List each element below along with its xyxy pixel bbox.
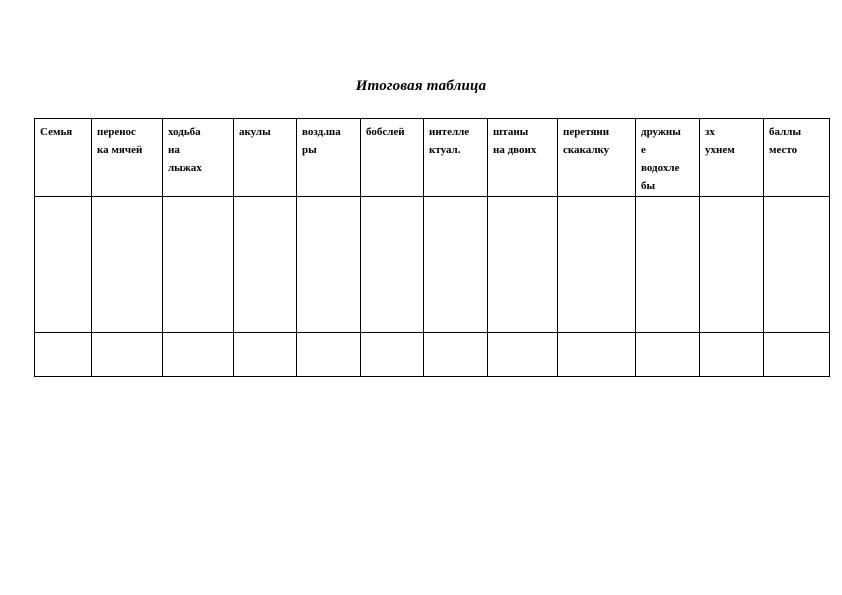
table-cell[interactable] <box>163 197 234 333</box>
table-cell[interactable] <box>361 197 424 333</box>
table-row <box>35 197 830 333</box>
table-cell[interactable] <box>636 197 700 333</box>
table-cell[interactable] <box>424 197 488 333</box>
table-cell[interactable] <box>35 197 92 333</box>
table-cell[interactable] <box>488 197 558 333</box>
column-header-water-drinkers: дружны е водохле бы <box>636 119 700 197</box>
column-header-pants-for-two: штаны на двоих <box>488 119 558 197</box>
table-cell[interactable] <box>558 197 636 333</box>
table-cell[interactable] <box>297 333 361 377</box>
column-header-heave-ho: зх ухнем <box>700 119 764 197</box>
table-header-row <box>35 119 830 197</box>
table-cell[interactable] <box>234 333 297 377</box>
table-cell[interactable] <box>424 333 488 377</box>
column-header-points-place: баллы место <box>764 119 830 197</box>
table-cell[interactable] <box>558 333 636 377</box>
table-row <box>35 333 830 377</box>
table-cell[interactable] <box>764 333 830 377</box>
page-title: Итоговая таблица <box>355 78 487 94</box>
table-cell[interactable] <box>488 333 558 377</box>
table-cell[interactable] <box>92 197 163 333</box>
column-header-bobsleigh: бобслей <box>361 119 424 197</box>
table-cell[interactable] <box>234 197 297 333</box>
column-header-sharks: акулы <box>234 119 297 197</box>
column-header-balloons: возд.ша ры <box>297 119 361 197</box>
table-cell[interactable] <box>92 333 163 377</box>
summary-table <box>34 118 830 377</box>
column-header-ball-carry: перенос ка мячей <box>92 119 163 197</box>
table-cell[interactable] <box>636 333 700 377</box>
table-cell[interactable] <box>700 333 764 377</box>
column-header-intellectual: интелле ктуал. <box>424 119 488 197</box>
column-header-jump-rope-pull: перетяни скакалку <box>558 119 636 197</box>
table-cell[interactable] <box>361 333 424 377</box>
table-cell[interactable] <box>700 197 764 333</box>
table-cell[interactable] <box>163 333 234 377</box>
table-cell[interactable] <box>297 197 361 333</box>
table-cell[interactable] <box>764 197 830 333</box>
table-cell[interactable] <box>35 333 92 377</box>
column-header-ski-walking: ходьба на лыжах <box>163 119 234 197</box>
column-header-family: Семья <box>35 119 92 197</box>
